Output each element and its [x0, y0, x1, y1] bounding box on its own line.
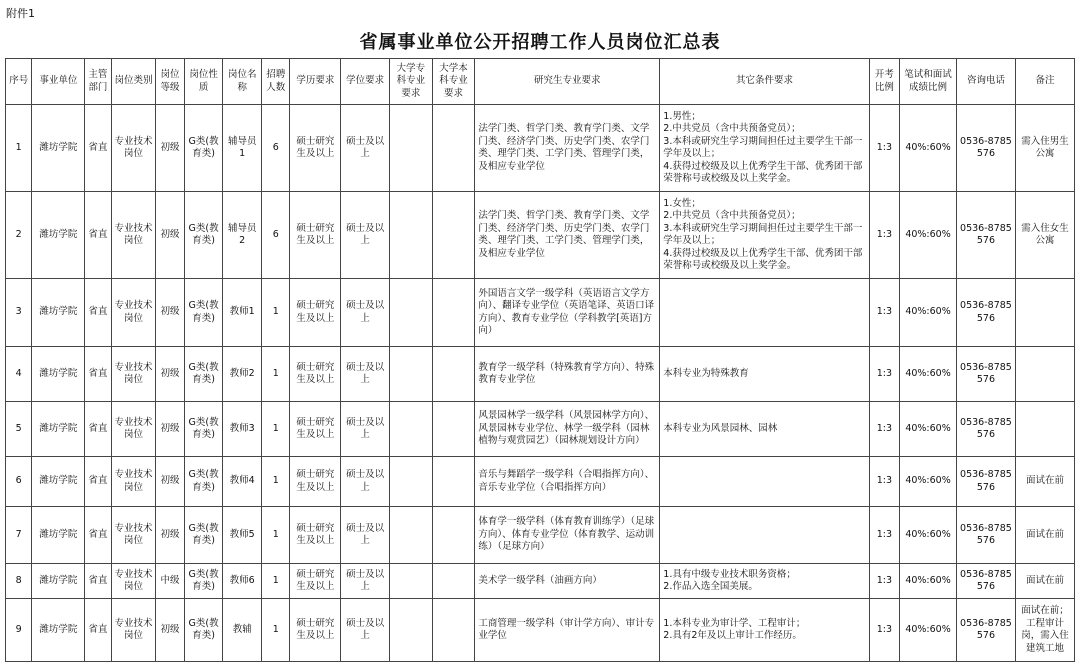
- cell-no: 8: [6, 564, 32, 599]
- cell-grad: 音乐与舞蹈学一级学科（合唱指挥方向）、音乐专业学位（合唱指挥方向）: [475, 457, 660, 507]
- cell-unit: 潍坊学院: [32, 457, 85, 507]
- cell-phone: 0536-8785576: [956, 507, 1015, 564]
- cell-degree: 硕士及以上: [341, 564, 390, 599]
- cell-nature: G类(教育类): [184, 192, 223, 279]
- cell-count: 6: [262, 192, 290, 279]
- column-header-nature: 岗位性质: [184, 59, 223, 105]
- column-header-undergrad: 大学本科专业要求: [432, 59, 475, 105]
- cell-dept: 省直: [85, 507, 111, 564]
- cell-edu: 硕士研究生及以上: [290, 564, 341, 599]
- cell-nature: G类(教育类): [184, 105, 223, 192]
- cell-unit: 潍坊学院: [32, 192, 85, 279]
- cell-dept: 省直: [85, 105, 111, 192]
- cell-category: 专业技术岗位: [111, 279, 156, 347]
- cell-other: [660, 457, 869, 507]
- cell-category: 专业技术岗位: [111, 457, 156, 507]
- table-row: [6, 402, 1075, 457]
- cell-note: 面试在前: [1015, 507, 1074, 564]
- cell-note: 面试在前；工程审计岗，需入住建筑工地: [1015, 599, 1074, 662]
- cell-no: 9: [6, 599, 32, 662]
- cell-nature: G类(教育类): [184, 457, 223, 507]
- column-header-post: 岗位名称: [223, 59, 262, 105]
- cell-edu: 硕士研究生及以上: [290, 402, 341, 457]
- column-header-degree: 学位要求: [341, 59, 390, 105]
- cell-category: 专业技术岗位: [111, 599, 156, 662]
- cell-ratio: 1:3: [869, 192, 899, 279]
- cell-ratio: 1:3: [869, 105, 899, 192]
- cell-undergrad: [432, 402, 475, 457]
- cell-undergrad: [432, 457, 475, 507]
- cell-post: 辅导员1: [223, 105, 262, 192]
- cell-phone: 0536-8785576: [956, 279, 1015, 347]
- cell-grad: 教育学一级学科（特殊教育学方向）、特殊教育专业学位: [475, 347, 660, 402]
- cell-category: 专业技术岗位: [111, 402, 156, 457]
- table-row: [6, 457, 1075, 507]
- cell-level: 初级: [156, 457, 184, 507]
- cell-grad: 法学门类、哲学门类、教育学门类、文学门类、经济学门类、历史学门类、农学门类、理学门类、工学门类、管理学门类，及相应专业学位: [475, 192, 660, 279]
- cell-grad: 美术学一级学科（油画方向）: [475, 564, 660, 599]
- page-title: 省属事业单位公开招聘工作人员岗位汇总表: [359, 32, 721, 53]
- table-row: [6, 599, 1075, 662]
- cell-phone: 0536-8785576: [956, 105, 1015, 192]
- cell-other: 1.女性； 2.中共党员（含中共预备党员）； 3.本科或研究生学习期间担任过主要学生干部一学年及以上； 4.获得过校级及以上优秀学生干部、优秀团干部荣誉称号或校级及以上奖学金。: [660, 192, 869, 279]
- table-row: [6, 507, 1075, 564]
- sheet-label: 附件1: [6, 7, 35, 20]
- cell-edu: 硕士研究生及以上: [290, 192, 341, 279]
- cell-college: [390, 507, 433, 564]
- cell-count: 1: [262, 457, 290, 507]
- cell-other: [660, 279, 869, 347]
- cell-level: 初级: [156, 279, 184, 347]
- cell-count: 1: [262, 347, 290, 402]
- cell-unit: 潍坊学院: [32, 279, 85, 347]
- cell-other: 本科专业为特殊教育: [660, 347, 869, 402]
- cell-score: 40%:60%: [900, 457, 957, 507]
- cell-undergrad: [432, 599, 475, 662]
- cell-score: 40%:60%: [900, 564, 957, 599]
- column-header-edu: 学历要求: [290, 59, 341, 105]
- cell-phone: 0536-8785576: [956, 192, 1015, 279]
- positions-table: [5, 58, 1075, 662]
- cell-level: 初级: [156, 402, 184, 457]
- table-row: [6, 105, 1075, 192]
- cell-grad: 风景园林学一级学科（风景园林学方向）、风景园林专业学位、林学一级学科（园林植物与观赏园艺）（园林规划设计方向）: [475, 402, 660, 457]
- cell-dept: 省直: [85, 599, 111, 662]
- cell-note: [1015, 279, 1074, 347]
- cell-count: 1: [262, 507, 290, 564]
- cell-grad: 工商管理一级学科（审计学方向）、审计专业学位: [475, 599, 660, 662]
- cell-edu: 硕士研究生及以上: [290, 507, 341, 564]
- table-header-row: [6, 59, 1075, 105]
- cell-dept: 省直: [85, 402, 111, 457]
- cell-nature: G类(教育类): [184, 279, 223, 347]
- cell-note: 面试在前: [1015, 457, 1074, 507]
- cell-note: [1015, 402, 1074, 457]
- cell-score: 40%:60%: [900, 402, 957, 457]
- table-row: [6, 192, 1075, 279]
- cell-other: [660, 507, 869, 564]
- cell-degree: 硕士及以上: [341, 105, 390, 192]
- cell-note: 需入住男生公寓: [1015, 105, 1074, 192]
- cell-edu: 硕士研究生及以上: [290, 599, 341, 662]
- column-header-note: 备注: [1015, 59, 1074, 105]
- cell-post: 辅导员2: [223, 192, 262, 279]
- cell-post: 教辅: [223, 599, 262, 662]
- cell-no: 6: [6, 457, 32, 507]
- cell-dept: 省直: [85, 192, 111, 279]
- cell-degree: 硕士及以上: [341, 192, 390, 279]
- cell-edu: 硕士研究生及以上: [290, 347, 341, 402]
- table-row: [6, 564, 1075, 599]
- cell-other: 本科专业为风景园林、园林: [660, 402, 869, 457]
- cell-college: [390, 105, 433, 192]
- column-header-score: 笔试和面试成绩比例: [900, 59, 957, 105]
- cell-undergrad: [432, 564, 475, 599]
- cell-undergrad: [432, 279, 475, 347]
- cell-level: 初级: [156, 192, 184, 279]
- cell-category: 专业技术岗位: [111, 192, 156, 279]
- cell-ratio: 1:3: [869, 599, 899, 662]
- cell-category: 专业技术岗位: [111, 347, 156, 402]
- cell-college: [390, 279, 433, 347]
- cell-college: [390, 347, 433, 402]
- cell-degree: 硕士及以上: [341, 599, 390, 662]
- cell-degree: 硕士及以上: [341, 457, 390, 507]
- cell-score: 40%:60%: [900, 599, 957, 662]
- cell-no: 4: [6, 347, 32, 402]
- cell-score: 40%:60%: [900, 279, 957, 347]
- cell-unit: 潍坊学院: [32, 402, 85, 457]
- cell-unit: 潍坊学院: [32, 347, 85, 402]
- cell-no: 2: [6, 192, 32, 279]
- table-row: [6, 279, 1075, 347]
- cell-count: 1: [262, 599, 290, 662]
- cell-no: 3: [6, 279, 32, 347]
- column-header-grad: 研究生专业要求: [475, 59, 660, 105]
- cell-other: 1.具有中级专业技术职务资格； 2.作品入选全国美展。: [660, 564, 869, 599]
- column-header-dept: 主管部门: [85, 59, 111, 105]
- cell-nature: G类(教育类): [184, 507, 223, 564]
- cell-degree: 硕士及以上: [341, 347, 390, 402]
- cell-college: [390, 599, 433, 662]
- cell-college: [390, 457, 433, 507]
- cell-count: 1: [262, 279, 290, 347]
- cell-phone: 0536-8785576: [956, 457, 1015, 507]
- cell-unit: 潍坊学院: [32, 564, 85, 599]
- cell-ratio: 1:3: [869, 457, 899, 507]
- column-header-ratio: 开考比例: [869, 59, 899, 105]
- cell-count: 1: [262, 564, 290, 599]
- cell-category: 专业技术岗位: [111, 507, 156, 564]
- column-header-other: 其它条件要求: [660, 59, 869, 105]
- column-header-count: 招聘人数: [262, 59, 290, 105]
- cell-ratio: 1:3: [869, 347, 899, 402]
- cell-note: 面试在前: [1015, 564, 1074, 599]
- cell-grad: 法学门类、哲学门类、教育学门类、文学门类、经济学门类、历史学门类、农学门类、理学门类、工学门类、管理学门类，及相应专业学位: [475, 105, 660, 192]
- cell-degree: 硕士及以上: [341, 402, 390, 457]
- cell-score: 40%:60%: [900, 507, 957, 564]
- cell-no: 1: [6, 105, 32, 192]
- column-header-college: 大学专科专业要求: [390, 59, 433, 105]
- cell-edu: 硕士研究生及以上: [290, 457, 341, 507]
- cell-unit: 潍坊学院: [32, 105, 85, 192]
- column-header-phone: 咨询电话: [956, 59, 1015, 105]
- cell-level: 初级: [156, 347, 184, 402]
- cell-level: 中级: [156, 564, 184, 599]
- cell-no: 5: [6, 402, 32, 457]
- cell-unit: 潍坊学院: [32, 507, 85, 564]
- cell-level: 初级: [156, 507, 184, 564]
- cell-dept: 省直: [85, 347, 111, 402]
- cell-ratio: 1:3: [869, 507, 899, 564]
- cell-dept: 省直: [85, 457, 111, 507]
- cell-count: 6: [262, 105, 290, 192]
- cell-dept: 省直: [85, 564, 111, 599]
- cell-level: 初级: [156, 599, 184, 662]
- column-header-unit: 事业单位: [32, 59, 85, 105]
- cell-ratio: 1:3: [869, 402, 899, 457]
- cell-category: 专业技术岗位: [111, 564, 156, 599]
- cell-phone: 0536-8785576: [956, 564, 1015, 599]
- cell-nature: G类(教育类): [184, 347, 223, 402]
- cell-dept: 省直: [85, 279, 111, 347]
- cell-phone: 0536-8785576: [956, 599, 1015, 662]
- cell-degree: 硕士及以上: [341, 507, 390, 564]
- column-header-no: 序号: [6, 59, 32, 105]
- cell-category: 专业技术岗位: [111, 105, 156, 192]
- cell-nature: G类(教育类): [184, 564, 223, 599]
- cell-ratio: 1:3: [869, 564, 899, 599]
- cell-college: [390, 402, 433, 457]
- column-header-category: 岗位类别: [111, 59, 156, 105]
- cell-post: 教师1: [223, 279, 262, 347]
- cell-count: 1: [262, 402, 290, 457]
- cell-nature: G类(教育类): [184, 402, 223, 457]
- cell-score: 40%:60%: [900, 347, 957, 402]
- cell-college: [390, 564, 433, 599]
- cell-score: 40%:60%: [900, 105, 957, 192]
- cell-post: 教师5: [223, 507, 262, 564]
- cell-phone: 0536-8785576: [956, 347, 1015, 402]
- cell-other: 1.本科专业为审计学、工程审计； 2.具有2年及以上审计工作经历。: [660, 599, 869, 662]
- cell-level: 初级: [156, 105, 184, 192]
- column-header-level: 岗位等级: [156, 59, 184, 105]
- cell-college: [390, 192, 433, 279]
- cell-undergrad: [432, 507, 475, 564]
- cell-post: 教师4: [223, 457, 262, 507]
- cell-phone: 0536-8785576: [956, 402, 1015, 457]
- cell-note: 需入住女生公寓: [1015, 192, 1074, 279]
- cell-edu: 硕士研究生及以上: [290, 279, 341, 347]
- cell-undergrad: [432, 105, 475, 192]
- table-row: [6, 347, 1075, 402]
- cell-nature: G类(教育类): [184, 599, 223, 662]
- cell-edu: 硕士研究生及以上: [290, 105, 341, 192]
- cell-ratio: 1:3: [869, 279, 899, 347]
- cell-undergrad: [432, 192, 475, 279]
- cell-no: 7: [6, 507, 32, 564]
- cell-post: 教师3: [223, 402, 262, 457]
- cell-other: 1.男性； 2.中共党员（含中共预备党员）； 3.本科或研究生学习期间担任过主要学生干部一学年及以上； 4.获得过校级及以上优秀学生干部、优秀团干部荣誉称号或校级及以上奖学金。: [660, 105, 869, 192]
- cell-score: 40%:60%: [900, 192, 957, 279]
- cell-grad: 体育学一级学科（体育教育训练学）（足球方向）、体育专业学位（体育教学、运动训练）（足球方向）: [475, 507, 660, 564]
- cell-post: 教师6: [223, 564, 262, 599]
- cell-note: [1015, 347, 1074, 402]
- cell-unit: 潍坊学院: [32, 599, 85, 662]
- cell-undergrad: [432, 347, 475, 402]
- cell-post: 教师2: [223, 347, 262, 402]
- cell-grad: 外国语言文学一级学科（英语语言文学方向）、翻译专业学位（英语笔译、英语口译方向）、教育专业学位（学科教学[英语]方向）: [475, 279, 660, 347]
- cell-degree: 硕士及以上: [341, 279, 390, 347]
